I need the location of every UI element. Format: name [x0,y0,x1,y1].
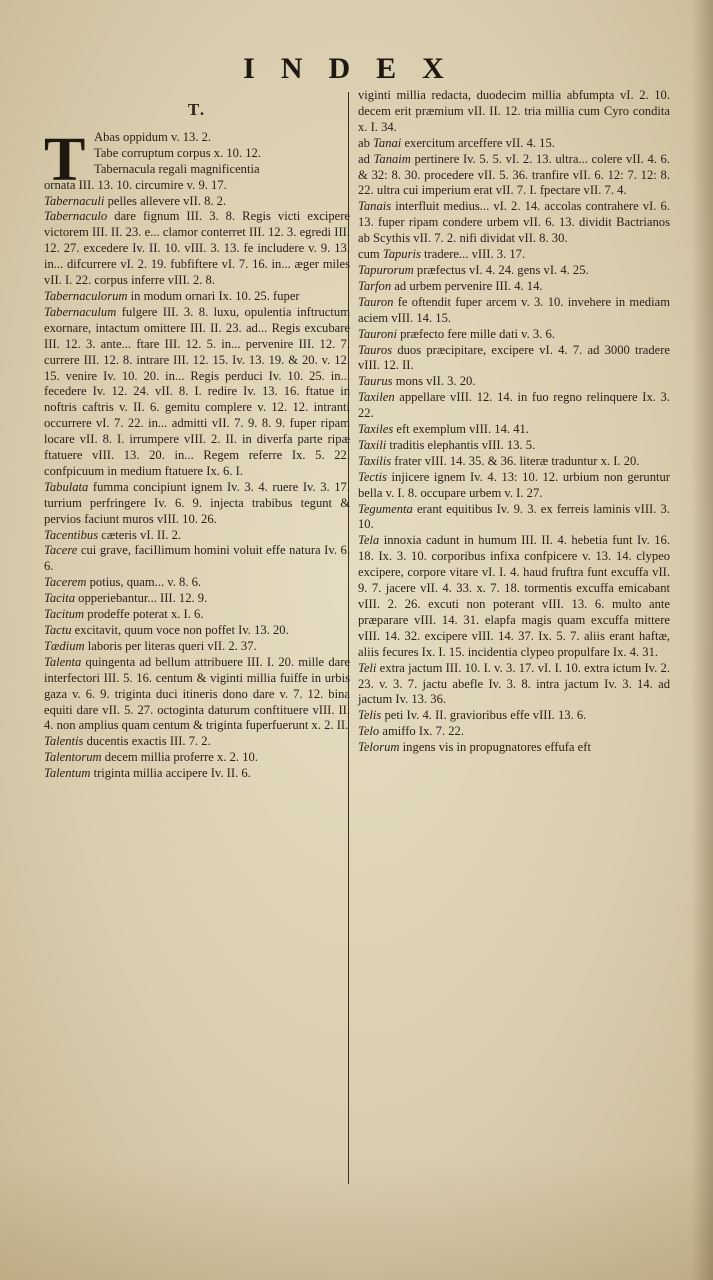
page-stain [0,1160,713,1280]
entry-text: opperiebantur... III. 12. 9. [75,591,208,606]
index-entry [44,623,350,639]
headword: Tectis [358,469,387,484]
entry-text: cui grave, faciIlimum homini voluit effe natura Iv. 6. 6. [44,543,350,574]
index-entry [358,327,670,343]
entry-text: duos præcipitare, excipere vI. 4. 7. ad 3000 tradere vIII. 12. II. [358,342,670,373]
entry-text: innoxia cadunt in humum III. II. 4. hebetia funt Iv. 16. 18. Ix. 3. 10. corporibus infixa confpicere v. 13. 14. clypeo excipere, corpore vitare vI. I. 4. haud fruftra funt excuffa vII. 9. 7. jacere vII. 4. 33. x. 7. 18. tormentis excuffa emicabant vIII. 2. 26. excuti non poterant vIII. 13. 6. multo ante præparare vIII. 14. 31. elapfa magis quam excuffa mittere vIII. 14. 32. excipere vIII. 14. 37. Ix. 5. 7. aliis erant haftæ, aliis fecures Ix. I. 15. incidentia clypeo propulfare Ix. 4. 31. [358,533,670,659]
entry-text: cum [358,247,383,262]
headword: Tacerem [44,575,87,590]
index-entry [94,146,350,162]
index-entry [44,575,350,591]
entry-text: prodeffe poterat x. I. 6. [84,607,204,622]
entry-text: ab [358,135,374,150]
headword: Talentorum [44,750,102,765]
headword: Tanaim [373,151,411,166]
entry-text: mons vII. 3. 20. [392,374,476,389]
index-entry [44,289,350,305]
entry-text: quingenta ad bellum attribuere III. I. 20. mille dare interfectori III. 5. 16. centum & viginti millia fuiffe in urbis gaza v. 6. 9. triginta duci itineris dono dare v. 7. 12. bina equiti dare vII. 5. 27. octoginta daturum conftituere vIII. II. 4. non amplius quam centum & triginta fuperfuerunt x. 2. II. [44,654,350,733]
index-entry [358,390,670,422]
entry-text: injicere ignem Iv. 4. 13: 10. 12. urbium non geruntur bella v. I. 8. occupare urbem v. I. 27. [358,469,670,500]
headword: Telorum [358,740,400,755]
entry-text: triginta millia accipere Iv. II. 6. [90,766,251,781]
headword: Telo [358,724,380,739]
headword: Tacentibus [44,527,99,542]
headword: Tacita [44,591,76,606]
left-entry-list [44,194,350,783]
index-entry [44,607,350,623]
headword: Tædium [44,638,85,653]
headword: Tactu [44,623,72,637]
index-entry [358,343,670,375]
running-header: INDEX [243,52,470,85]
index-entry [44,528,350,544]
index-entry [358,263,670,279]
index-entry [358,199,670,247]
index-entry [44,194,350,210]
drop-cap: T [44,125,86,194]
headword: Abas [94,129,120,144]
entry-text: amiffo Ix. 7. 22. [379,724,464,739]
entry-text: interfluit medius... vI. 2. 14. accolas contrahere vI. 6. 13. fuper ripam condere urbem vII. 6. 13. dividit Bactrianos ab Scythis vII. 7. 2. nifi dividat vII. 8. 30. [358,199,670,246]
index-entry [94,130,350,146]
entry-text: frater vIII. 14. 35. & 36. literæ traduntur x. I. 20. [391,453,640,468]
entry-text: viginti millia redacta, duodecim millia abfumpta vI. 2. 10. decem erit præmium vII. II. 12. tria millia cum Cyro condita x. I. 34. [358,88,670,134]
index-entry [358,88,670,136]
entry-text: corruptum corpus x. 10. 12. [118,145,262,160]
entry-text: pelles allevere vII. 8. 2. [104,193,227,208]
headword: Tacitum [44,607,85,622]
entry-text: ducentis exactis III. 7. 2. [83,734,211,749]
headword: Tauros [358,342,393,357]
headword: Taxilen [358,390,395,405]
index-entry [44,639,350,655]
headword: Tapuris [382,247,421,262]
index-entry [44,734,350,750]
left-column [44,92,350,782]
index-entry [358,533,670,660]
entry-text: exercitum arceffere vII. 4. 15. [401,135,555,150]
headword: Tabulata [44,479,89,494]
headword: Taxili [358,437,387,452]
section-letter: T. [187,100,207,119]
headword: Talenta [44,654,82,669]
entry-text: traditis elephantis vIII. 13. 5. [386,437,536,452]
index-entry [44,480,350,528]
entry-text: fulgere III. 3. 8. luxu, opulentia inftructum exornare, intactum omittere III. II. 23. ad... Regis excubare III. 12. 3. ante... ftare III. 12. 5. in... pervenire III. 12. 7. currere III. 12. 8. intrare III. 12. 15. Iv. 13. 19. & 20. v. 12. 15. venire Iv. 10. 20. in... Regis perduci Iv. 10. 25. in... fecedere Iv. 12. 24. vII. 8. I. redire Iv. 13. 16. ftatue in noftris caftris v. II. 6. gemitu complere v. 12. 12. intranti occurrere vI. 7. 22. in... admitti vII. 7. 9. 8. 9. fuper ripam locare vII. 8. I. irrumpere vIII. 2. II. in diverfa parte ripæ ftatuere vIII. 13. 20. in... Regem referre Ix. 5. 22. confpicuum in medium ftatuere Ix. 6. I. [44,304,350,478]
index-entry [358,152,670,200]
headword: Tabernaculorum [44,288,128,303]
headword: Taxilis [358,453,392,468]
index-entry [358,136,670,152]
index-entry [358,438,670,454]
headword: Talentum [44,766,91,781]
headword: Tanais [358,199,392,214]
index-entry [358,740,670,756]
entry-text: in modum ornari Ix. 10. 25. fuper [127,288,300,303]
index-entry [44,591,350,607]
entry-text: appellare vIII. 12. 14. in fuo regno relinquere Ix. 3. 22. [358,390,670,421]
entry-text: regali magnificentia [155,161,260,176]
entry-text: ingens vis in propugnatores effufa eft [399,740,591,755]
entry-text: fumma concipiunt ignem Iv. 3. 4. ruere Iv. 3. 17. turrium perfringere Iv. 6. 9. injecta trabibus tegunt & pervios faciunt muros vIII. 10. 26. [44,479,350,526]
headword: Talentis [44,734,84,749]
index-entry [358,374,670,390]
index-entry [44,766,350,782]
headword: Tela [358,533,380,548]
entry-text: fe oftendit fuper arcem v. 3. 10. invehere in mediam aciem vIII. 14. 15. [358,294,670,325]
entry-text: ad urbem pervenire III. 4. 14. [391,278,543,293]
entry-text: eft exemplum vIII. 14. 41. [393,422,529,437]
headword: Tarfon [358,278,392,293]
headword: Telis [358,708,382,723]
index-entry [44,750,350,766]
index-entry [358,247,670,263]
entry-text: extra jactum III. 10. I. v. 3. 17. vI. I. 10. extra ictum Iv. 2. 23. v. 3. 7. jactu abefle Iv. 3. 8. intra jactum Iv. 3. 14. ad jactum Iv. 13. 36. [358,660,670,707]
index-entry [94,162,350,178]
headword: Tegumenta [358,501,413,516]
right-entry-list [358,88,670,756]
index-entry [44,209,350,289]
headword: Tauron [358,294,394,309]
index-entry [44,655,350,735]
index-entry [358,661,670,709]
entry-text: pertinere Iv. 5. 5. vI. 2. 13. ultra... colere vII. 4. 6. & 32: 8. 30. procedere vII. 5. 36. tranfire vII. 6. 12: 7. 12: 8. 22. ultra cui imperium erat vII. 7. I. fpectare vII. 7. 4. [358,151,670,198]
entry-text: laboris per literas queri vII. 2. 37. [84,638,257,653]
entry-text: excitavit, quum voce non poffet Iv. 13. 20. [71,623,289,637]
headword: Tabernaculi [44,193,105,208]
index-entry [358,708,670,724]
right-column [358,88,670,756]
entry-text: potius, quam... v. 8. 6. [86,575,202,590]
headword: Tanai [373,135,402,150]
entry-text: præfecto fere mille dati v. 3. 6. [396,326,555,341]
headword: Tapurorum [358,262,414,277]
index-entry [358,470,670,502]
entry-text: decem millia proferre x. 2. 10. [101,750,258,765]
headword: Tabe [94,145,119,160]
headword: Taxiles [358,422,394,437]
headword: Teli [358,660,377,675]
entry-text: dare fignum III. 3. 8. Regis victi excipere victorem III. II. 23. e... clamor conterret III. 12. 3. egredi III. 12. 27. excedere Iv. II. 10. vIII. 3. 13. fe includere v. 9. 13. in... difcurrere vI. 2. 19. fubfiftere vI. 7. 16. in... æger miles vII. I. 22. corpus inferre vIII. 2. 8. [44,209,350,288]
index-entry [358,454,670,470]
headword: Tabernaculum [44,304,117,319]
index-entry [44,543,350,575]
page-edge-shadow [691,0,713,1280]
entry-text: oppidum v. 13. 2. [119,129,212,144]
entry-text: præfectus vI. 4. 24. gens vI. 4. 25. [413,262,589,277]
entry-text: tradere... vIII. 3. 17. [420,247,526,262]
entry-text: ad [358,151,374,166]
index-entry [358,724,670,740]
headword: Taurus [358,374,393,389]
entry-text: peti Iv. 4. II. gravioribus effe vIII. 13. 6. [381,708,587,723]
entry-continuation: ornata III. 13. 10. circumire v. 9. 17. [44,177,227,192]
headword: Tacere [44,543,78,558]
index-entry [358,422,670,438]
entry-text: cæteris vI. II. 2. [98,527,182,542]
headword: Tauroni [358,326,397,341]
index-entry [44,305,350,480]
headword: Tabernaculo [44,209,108,224]
entry-text: erant equitibus Iv. 9. 3. ex ferreis laminis vIII. 3. 10. [358,501,670,532]
index-entry [358,295,670,327]
headword: Tabernacula [94,161,156,176]
index-entry [358,502,670,534]
index-entry [358,279,670,295]
